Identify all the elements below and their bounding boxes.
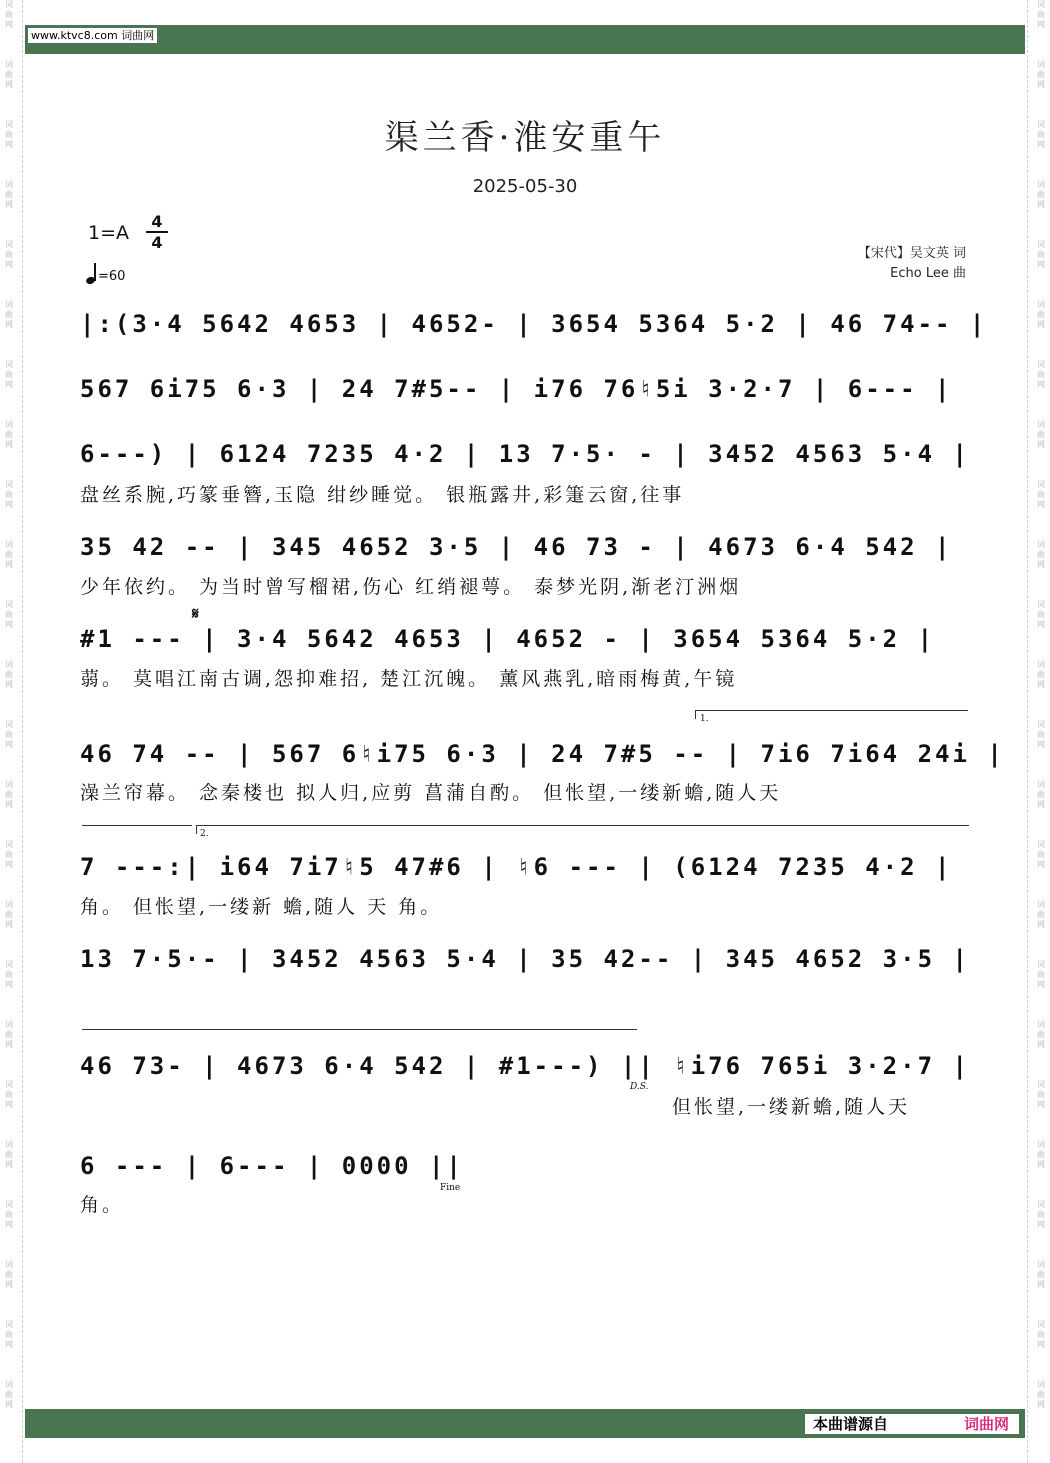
tempo-value: =60 (98, 269, 126, 284)
left-watermark-column (2, 0, 16, 1463)
lyrics-line-7: 角。 但怅望,一缕新 蟾,随人 天 角。 (80, 896, 443, 918)
tempo-marking (86, 262, 125, 284)
watermark-text: 词 曲 网 (1037, 240, 1045, 269)
watermark-text: 词 曲 网 (1037, 60, 1045, 89)
notes-line-3: 6---) | 6124 7235 4·2 | 13 7·5· - | 3452 4563 5·4 | (80, 440, 970, 468)
watermark-text: 词 曲 网 (1037, 1200, 1045, 1229)
watermark-text: 词 曲 网 (5, 780, 13, 809)
score-line-9 (80, 1052, 970, 1082)
time-top: 4 (151, 212, 163, 231)
watermark-text: 词 曲 网 (5, 1320, 13, 1349)
watermark-text: 词 曲 网 (1037, 780, 1045, 809)
score-line-5 (80, 625, 970, 655)
watermark-text: 词 曲 网 (1037, 840, 1045, 869)
lyrics-line-10: 角。 (80, 1194, 125, 1216)
notes-line-2: 567 6i75 6·3 | 24 7#5-- | i76 76♮5i 3·2·7 | 6--- | (80, 375, 953, 403)
watermark-text: 词 曲 网 (1037, 180, 1045, 209)
score-line-7 (80, 853, 970, 883)
watermark-text: 词 曲 网 (1037, 420, 1045, 449)
watermark-text: 词 曲 网 (5, 1080, 13, 1109)
watermark-text: 词 曲 网 (5, 600, 13, 629)
watermark-text: 词 曲 网 (1037, 1020, 1045, 1049)
watermark-text: 词 曲 网 (1037, 720, 1045, 749)
lyrics-line-4: 少年依约。 为当时曾写榴裙,伤心 红绡褪萼。 泰梦光阴,渐老汀洲烟 (80, 576, 742, 598)
watermark-text: 词 曲 网 (1037, 0, 1045, 29)
segno-icon: 𝄋 (192, 604, 199, 623)
notes-line-4: 35 42 -- | 345 4652 3·5 | 46 73 - | 4673 6·4 542 | (80, 533, 953, 561)
volta-1-continuation (82, 825, 192, 826)
watermark-text: 词 曲 网 (5, 240, 13, 269)
volta-1-label: 1. (700, 714, 709, 724)
right-margin-line (1027, 0, 1028, 1463)
score-line-3 (80, 440, 970, 470)
left-margin-line (22, 0, 23, 1463)
watermark-text: 词 曲 网 (5, 540, 13, 569)
watermark-text: 词 曲 网 (5, 120, 13, 149)
watermark-text: 词 曲 网 (5, 960, 13, 989)
watermark-text: 词 曲 网 (5, 840, 13, 869)
score-line-4 (80, 533, 970, 563)
source-box[interactable] (805, 1414, 1019, 1434)
watermark-text: 词 曲 网 (5, 900, 13, 929)
time-signature (146, 212, 168, 252)
lyrics-line-6: 澡兰帘幕。 念秦楼也 拟人归,应剪 菖蒲自酌。 但怅望,一缕新蟾,随人天 (80, 782, 782, 804)
watermark-text: 词 曲 网 (5, 60, 13, 89)
watermark-text: 词 曲 网 (1037, 600, 1045, 629)
composer: Echo Lee 曲 (890, 266, 966, 281)
watermark-text: 词 曲 网 (1037, 960, 1045, 989)
time-bottom: 4 (146, 231, 168, 252)
notes-line-9: 46 73- | 4673 6·4 542 | #1---) || ♮i76 765i 3·2·7 | (80, 1052, 970, 1080)
watermark-text: 词 曲 网 (5, 1140, 13, 1169)
source-label: 本曲谱源自 (813, 1415, 889, 1433)
score-line-10 (80, 1152, 970, 1182)
right-watermark-column (1034, 0, 1048, 1463)
notes-line-5: #1 --- | 3·4 5642 4653 | 4652 - | 3654 5364 5·2 | (80, 625, 936, 653)
watermark-text: 词 曲 网 (1037, 1260, 1045, 1289)
watermark-text: 词 曲 网 (1037, 1380, 1045, 1409)
watermark-text: 词 曲 网 (5, 180, 13, 209)
watermark-text: 词 曲 网 (1037, 1080, 1045, 1109)
volta-2-bracket (196, 825, 969, 834)
watermark-text: 词 曲 网 (1037, 1140, 1045, 1169)
watermark-text: 词 曲 网 (5, 1260, 13, 1289)
volta-1-bracket (695, 710, 968, 719)
lyrics-line-5: 蒻。 莫唱江南古调,怨抑难招, 楚江沉魄。 薰风燕乳,暗雨梅黄,午镜 (80, 668, 738, 690)
notes-line-10: 6 --- | 6--- | 0000 || (80, 1152, 464, 1180)
site-url[interactable]: www.ktvc8.com 词曲网 (28, 28, 157, 43)
score-line-2 (80, 375, 970, 405)
lyrics-line-9: 但怅望,一缕新蟾,随人天 (672, 1096, 911, 1118)
watermark-text: 词 曲 网 (5, 0, 13, 29)
watermark-text: 词 曲 网 (5, 480, 13, 509)
watermark-text: 词 曲 网 (1037, 540, 1045, 569)
watermark-text: 词 曲 网 (1037, 900, 1045, 929)
watermark-text: 词 曲 网 (1037, 360, 1045, 389)
lyricist: 【宋代】吴文英 词 (857, 246, 966, 261)
ds-marking: D.S. (630, 1082, 649, 1092)
song-date: 2025-05-30 (472, 176, 578, 197)
song-title: 渠兰香·淮安重午 (384, 118, 666, 158)
bottom-banner (25, 1409, 1025, 1438)
fine-marking: Fine (440, 1183, 461, 1193)
score-line-8 (80, 945, 970, 975)
watermark-text: 词 曲 网 (5, 420, 13, 449)
watermark-text: 词 曲 网 (5, 1200, 13, 1229)
notes-line-6: 46 74 -- | 567 6♮i75 6·3 | 24 7#5 -- | 7i6 7i64 24i | (80, 740, 1005, 768)
score-line-6 (80, 740, 1005, 770)
watermark-text: 词 曲 网 (1037, 300, 1045, 329)
lyrics-line-3: 盘丝系腕,巧篆垂簪,玉隐 绀纱睡觉。 银瓶露井,彩箑云窗,往事 (80, 484, 685, 506)
volta-2-label: 2. (200, 829, 209, 839)
key-signature: 1=A (88, 222, 130, 244)
notes-line-7: 7 ---:| i64 7i7♮5 47#6 | ♮6 --- | (6124 7235 4·2 | (80, 853, 953, 881)
notes-line-8: 13 7·5·- | 3452 4563 5·4 | 35 42-- | 345 4652 3·5 | (80, 945, 970, 973)
notes-line-1: |:(3·4 5642 4653 | 4652- | 3654 5364 5·2 | 46 74-- | (80, 310, 988, 338)
watermark-text: 词 曲 网 (1037, 480, 1045, 509)
watermark-text: 词 曲 网 (5, 360, 13, 389)
score-line-1 (80, 310, 988, 340)
watermark-text: 词 曲 网 (5, 1020, 13, 1049)
watermark-text: 词 曲 网 (5, 1380, 13, 1409)
watermark-text: 词 曲 网 (1037, 120, 1045, 149)
watermark-text: 词 曲 网 (5, 660, 13, 689)
watermark-text: 词 曲 网 (1037, 660, 1045, 689)
quarter-note-icon (86, 262, 98, 284)
watermark-text: 词 曲 网 (5, 720, 13, 749)
coda-bracket (82, 1029, 637, 1030)
watermark-text: 词 曲 网 (5, 300, 13, 329)
top-banner (25, 25, 1025, 54)
source-site-link[interactable]: 词曲网 (963, 1415, 1009, 1433)
credits (858, 244, 966, 284)
watermark-text: 词 曲 网 (1037, 1320, 1045, 1349)
